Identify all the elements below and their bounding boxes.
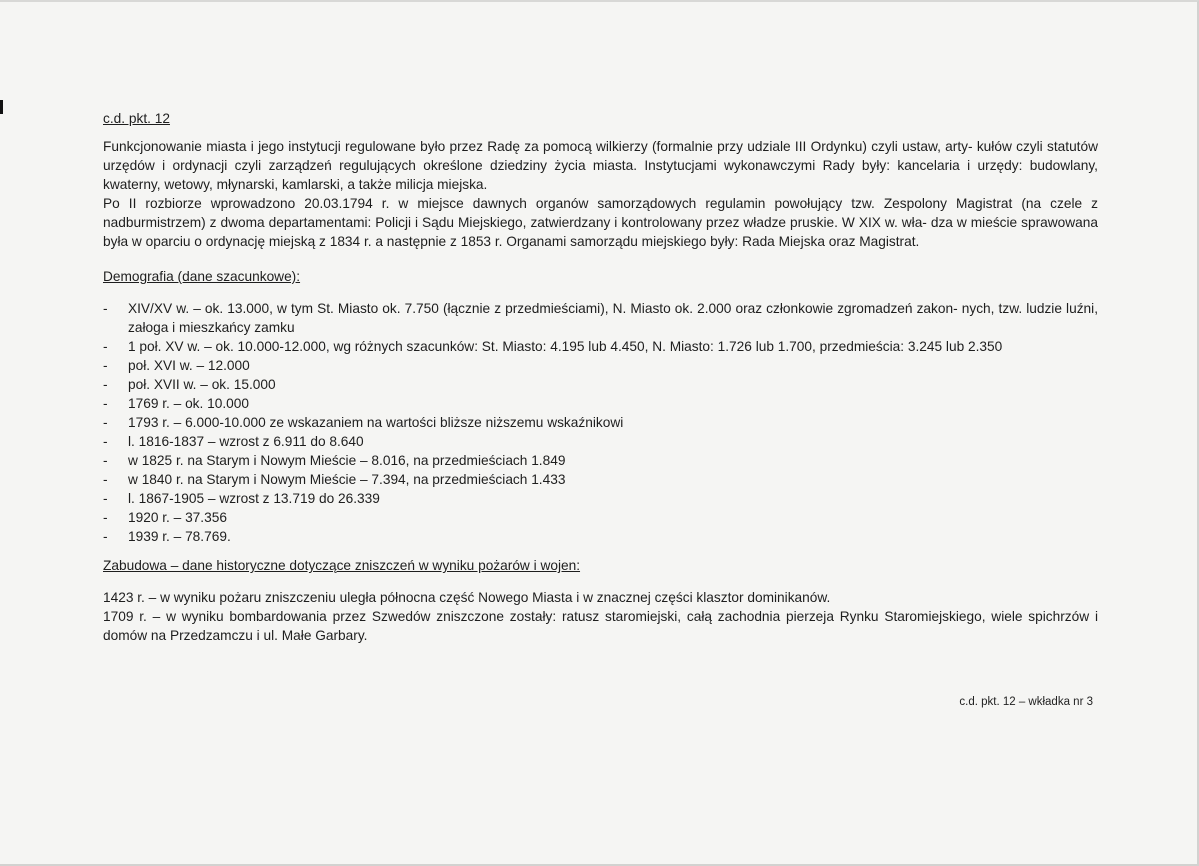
zabudowa-heading: Zabudowa – dane historyczne dotyczące zniszczeń w wyniku pożarów i wojen:	[103, 558, 581, 573]
zabudowa-paragraph-1: 1423 r. – w wyniku pożaru zniszczeniu uległa północna część Nowego Miasta i w znacznej części klasztor dominikanów.	[103, 590, 831, 605]
list-item-text: w 1840 r. na Starym i Nowym Mieście – 7.394, na przedmieściach 1.433	[128, 472, 566, 487]
list-item	[103, 489, 1098, 508]
bullet-dash: -	[103, 472, 108, 487]
bullet-dash: -	[103, 358, 108, 373]
list-item-text: 1769 r. – ok. 10.000	[128, 396, 250, 411]
intro-paragraph-1: Funkcjonowanie miasta i jego instytucji regulowane było przez Radę za pomocą wilkierzy (formalnie przy udziale III Ordynku) czyli ustaw, arty- kułów czyli statutów urzędów i ordynacji czyli zarządzeń regulujących określone dziedziny życia miasta. Instytucjami wykonawczymi Rady były: kancelaria i urzędy: budowlany, kwaterny, wetowy, młynarski, kamlarski, a także milicja miejska.	[103, 139, 1098, 192]
list-item	[103, 337, 1098, 356]
bullet-dash: -	[103, 396, 108, 411]
list-item	[103, 451, 1098, 470]
bullet-dash: -	[103, 529, 108, 544]
list-item	[103, 508, 1098, 527]
page-footer: c.d. pkt. 12 – wkładka nr 3	[959, 696, 1093, 708]
list-item-text: XIV/XV w. – ok. 13.000, w tym St. Miasto ok. 7.750 (łącznie z przedmieściami), N. Miasto ok. 2.000 oraz członkowie zgromadzeń zakon- nych, tzw. ludzie luźni, załoga i mieszkańcy zamku	[128, 301, 1098, 335]
list-item	[103, 356, 1098, 375]
list-item-text: 1793 r. – 6.000-10.000 ze wskazaniem na wartości bliższe niższemu wskaźnikowi	[128, 415, 624, 430]
list-item	[103, 413, 1098, 432]
scan-edge-mark	[0, 100, 3, 114]
demografia-heading: Demografia (dane szacunkowe):	[103, 269, 301, 284]
list-item-text: l. 1867-1905 – wzrost z 13.719 do 26.339	[128, 491, 380, 506]
list-item	[103, 432, 1098, 451]
list-item	[103, 527, 1098, 546]
intro-paragraph-2: Po II rozbiorze wprowadzono 20.03.1794 r. w miejsce dawnych organów samorządowych regulamin powołujący tzw. Zespolony Magistrat (na czele z nadburmistrzem) z dwoma departamentami: Policji i Sądu Miejskiego, zatwierdzany i kontrolowany przez władze pruskie. W XIX w. wła- dza w mieście sprawowana była w oparciu o ordynację miejską z 1834 r. a następnie z 1853 r. Organami samorządu miejskiego były: Rada Miejska oraz Magistrat.	[103, 196, 1098, 249]
bullet-dash: -	[103, 339, 108, 354]
list-item-text: poł. XVI w. – 12.000	[128, 358, 250, 373]
document-body	[103, 109, 1098, 645]
bullet-dash: -	[103, 491, 108, 506]
list-item-text: 1 poł. XV w. – ok. 10.000-12.000, wg różnych szacunków: St. Miasto: 4.195 lub 4.450, N. Miasto: 1.726 lub 1.700, przedmieścia: 3.245 lub 2.350	[128, 339, 1003, 354]
list-item-text: l. 1816-1837 – wzrost z 6.911 do 8.640	[128, 434, 364, 449]
list-item-text: w 1825 r. na Starym i Nowym Mieście – 8.016, na przedmieściach 1.849	[128, 453, 566, 468]
list-item	[103, 470, 1098, 489]
list-item-text: poł. XVII w. – ok. 15.000	[128, 377, 276, 392]
page-heading: c.d. pkt. 12	[103, 111, 170, 126]
bullet-dash: -	[103, 377, 108, 392]
zabudowa-paragraph-2: 1709 r. – w wyniku bombardowania przez Szwedów zniszczone zostały: ratusz staromiejski, całą zachodnia pierzeja Rynku Staromiejskiego, wiele spichrzów i domów na Przedzamczu i ul. Małe Garbary.	[103, 609, 1098, 643]
demografia-list	[103, 299, 1098, 546]
bullet-dash: -	[103, 301, 108, 316]
list-item-text: 1939 r. – 78.769.	[128, 529, 231, 544]
list-item	[103, 299, 1098, 337]
list-item	[103, 394, 1098, 413]
list-item	[103, 375, 1098, 394]
bullet-dash: -	[103, 453, 108, 468]
list-item-text: 1920 r. – 37.356	[128, 510, 227, 525]
bullet-dash: -	[103, 434, 108, 449]
bullet-dash: -	[103, 415, 108, 430]
bullet-dash: -	[103, 510, 108, 525]
